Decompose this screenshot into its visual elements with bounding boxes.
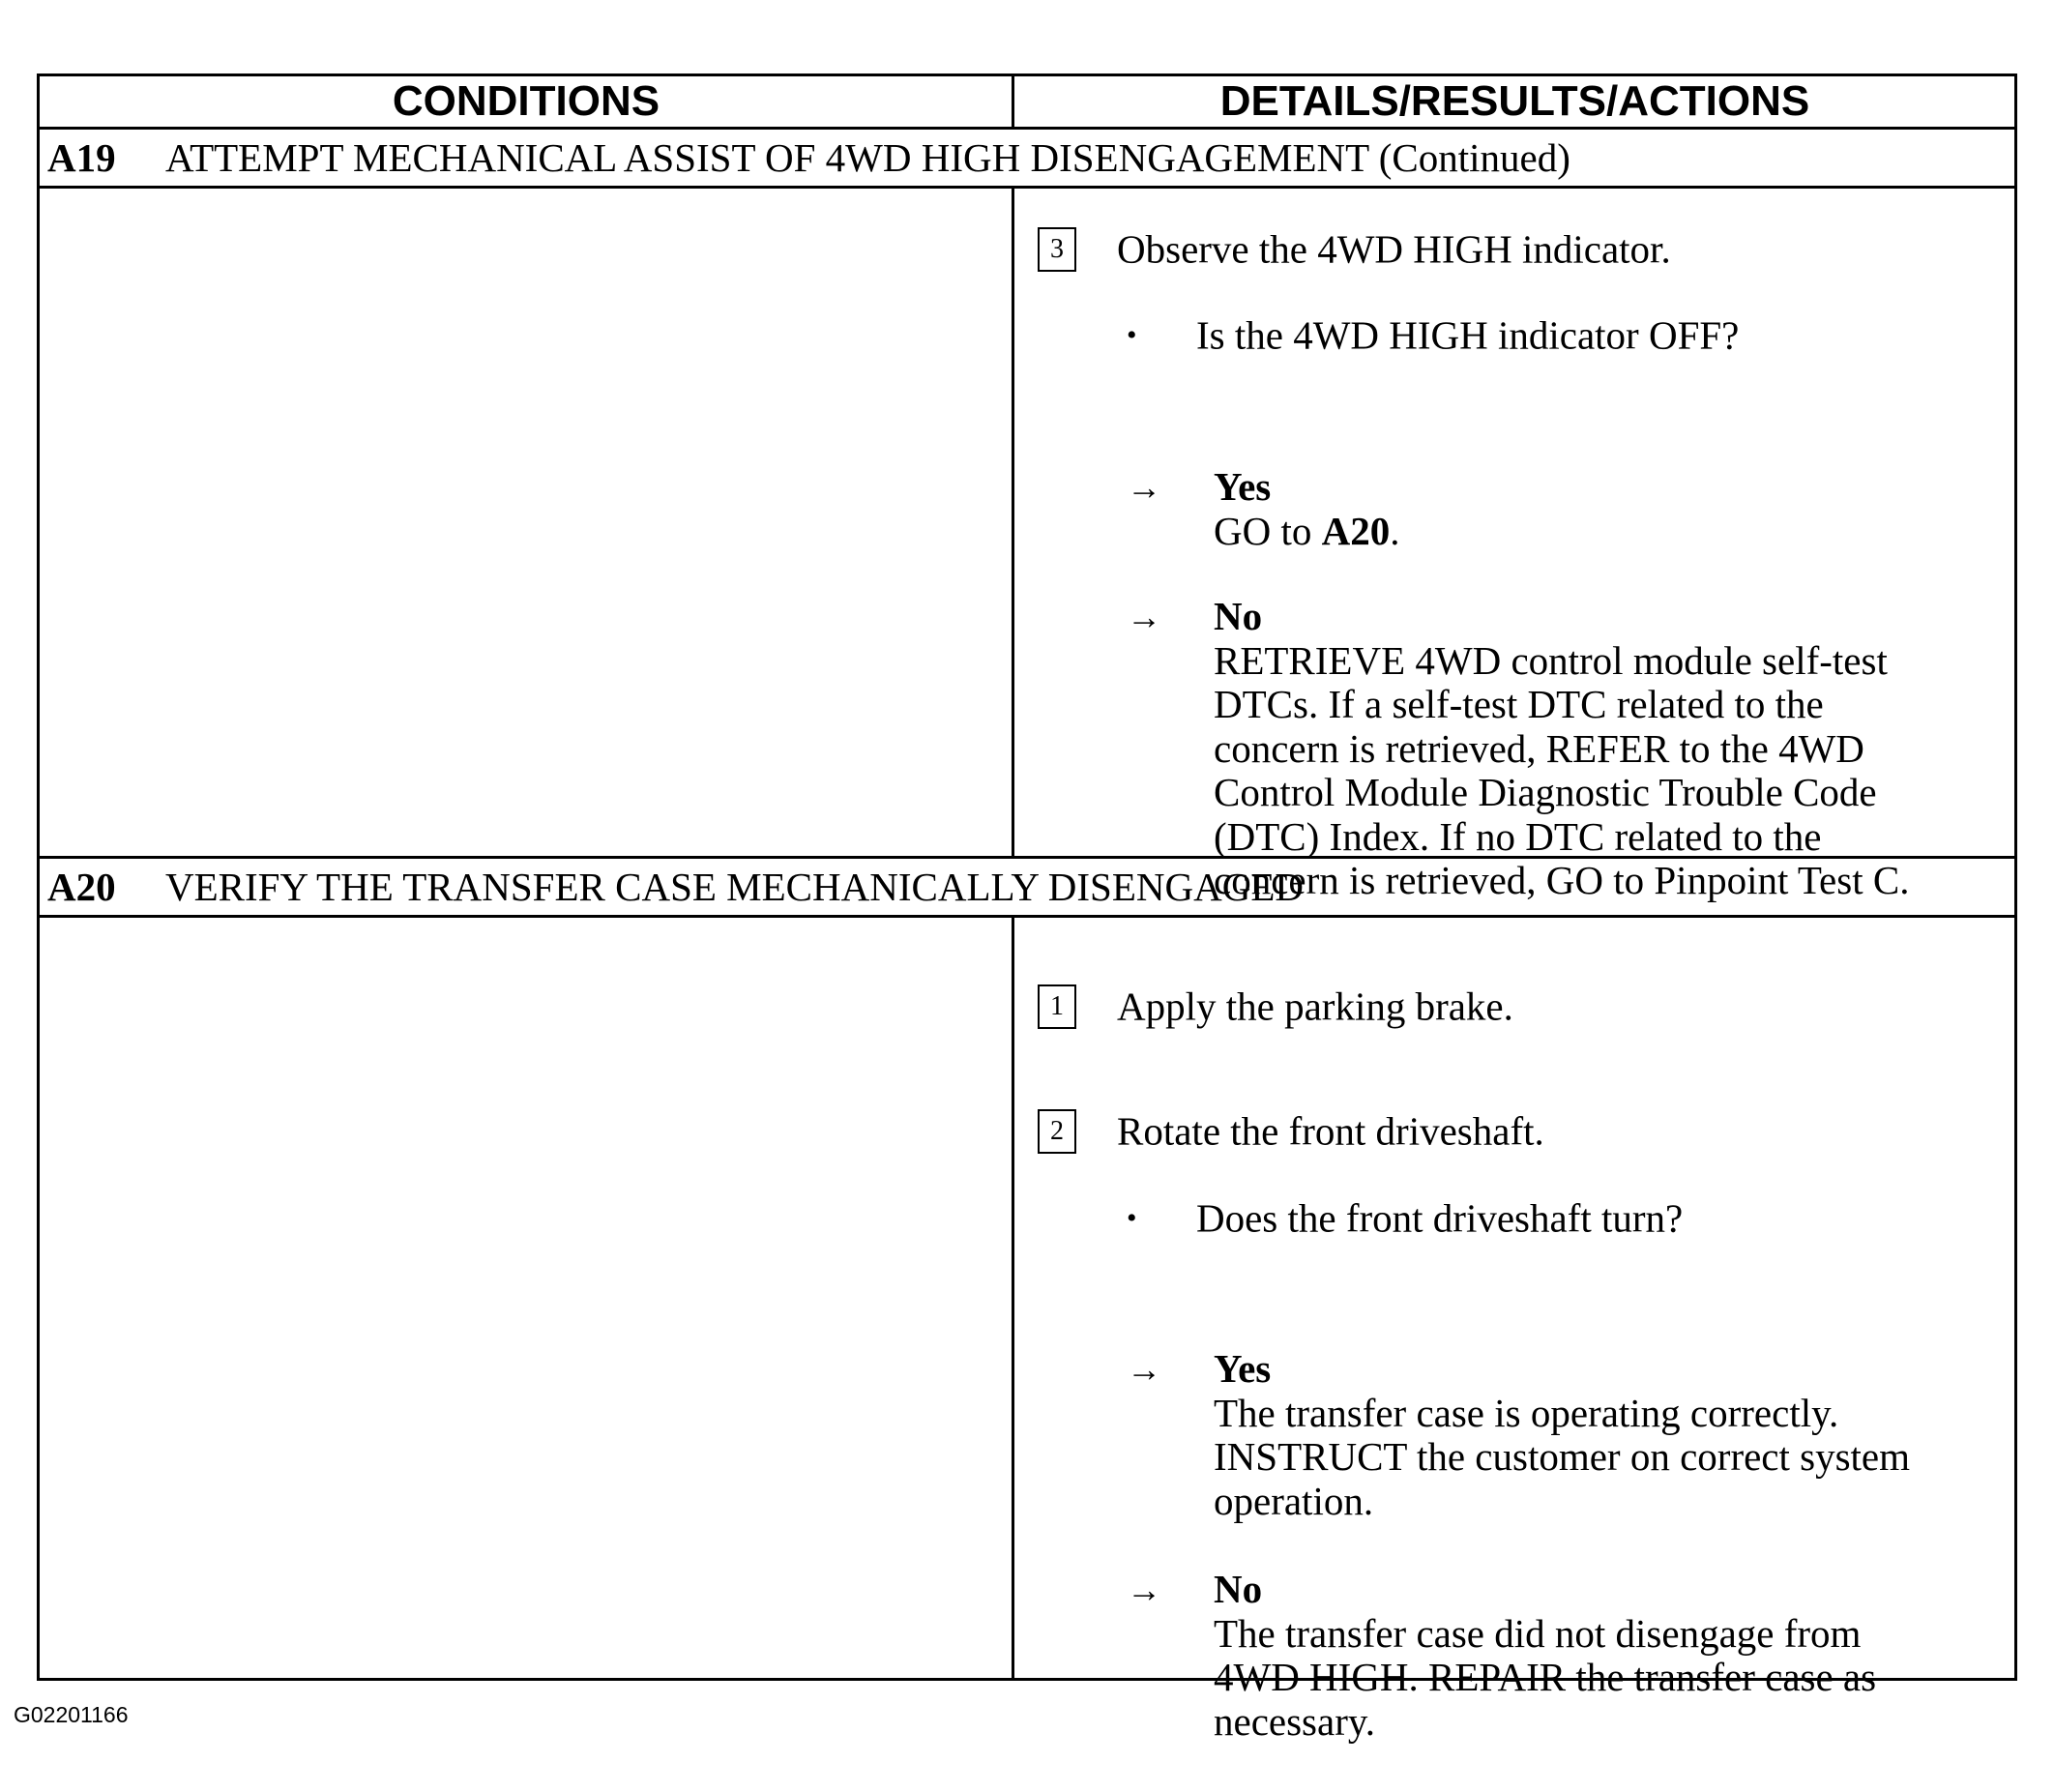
yes-detail-line: operation. [1214,1478,1374,1523]
no-detail-line: The transfer case did not disengage from [1214,1610,1862,1656]
yes-detail-line: The transfer case is operating correctly. [1214,1390,1839,1435]
no-detail-line: (DTC) Index. If no DTC related to the [1214,813,1822,859]
conditions-header: CONDITIONS [392,77,660,125]
no-detail-line: RETRIEVE 4WD control module self-test [1214,637,1888,683]
no-detail-line: concern is retrieved, REFER to the 4WD [1214,725,1864,771]
a20-column-divider [1012,915,1014,1681]
header-column-divider [1012,76,1014,128]
step-text: Rotate the front driveshaft. [1117,1108,1544,1154]
a20-step-id: A20 [47,865,116,909]
branch-body [1214,595,2016,903]
question-text: Is the 4WD HIGH indicator OFF? [1196,312,1740,358]
a19-title: ATTEMPT MECHANICAL ASSIST OF 4WD HIGH DISENGAGEMENT (Continued) [165,135,1570,180]
no-label: No [1214,1567,1263,1611]
branch-body [1214,1568,2016,1744]
no-detail-line: concern is retrieved, GO to Pinpoint Test C. [1214,858,1910,902]
bullet-icon: • [1127,1201,1137,1234]
a19-step-3 [1038,221,1671,273]
arrow-right-icon: → [1127,598,1161,636]
a20-step-1 [1038,979,1513,1030]
bullet-icon: • [1127,318,1137,351]
no-detail-line: 4WD HIGH. REPAIR the transfer case as [1214,1655,1877,1699]
question-text: Does the front driveshaft turn? [1196,1195,1684,1241]
arrow-right-icon: → [1127,1571,1161,1609]
a20-title-row [47,860,1304,914]
step-number-box: 1 [1038,984,1076,1029]
figure-id: G02201166 [14,1702,129,1727]
yes-detail-target: A20 [1321,508,1391,553]
step-number-box: 3 [1038,227,1076,272]
actions-header: DETAILS/RESULTS/ACTIONS [1219,77,1810,125]
no-detail-line: DTCs. If a self-test DTC related to the [1214,682,1824,726]
a20-title-divider [40,915,2014,918]
branch-body [1214,465,2016,553]
no-detail-line: necessary. [1214,1698,1375,1744]
a19-title-row [47,131,1570,185]
arrow-right-icon: → [1127,1350,1161,1389]
a19-column-divider [1012,186,1014,857]
yes-detail-prefix: GO to [1214,508,1322,553]
a20-step-2 [1038,1103,1544,1155]
no-detail-line: Control Module Diagnostic Trouble Code [1214,770,1877,814]
yes-detail [1214,510,2016,554]
a20-title: VERIFY THE TRANSFER CASE MECHANICALLY DISENGAGED [165,865,1304,909]
a19-question [1127,308,1739,359]
yes-detail-suffix: . [1390,508,1400,553]
step-text: Observe the 4WD HIGH indicator. [1117,226,1671,272]
step-text: Apply the parking brake. [1117,984,1513,1029]
yes-label: Yes [1214,1346,1272,1391]
a19-title-divider [40,186,2014,189]
no-label: No [1214,594,1263,638]
step-number-box: 2 [1038,1109,1076,1154]
branch-body [1214,1347,2016,1523]
yes-detail-line: INSTRUCT the customer on correct system [1214,1434,1911,1479]
a20-question [1127,1190,1683,1242]
header-divider [40,127,2014,130]
a19-step-id: A19 [47,135,116,180]
arrow-right-icon: → [1127,468,1161,507]
yes-label: Yes [1214,464,1272,509]
